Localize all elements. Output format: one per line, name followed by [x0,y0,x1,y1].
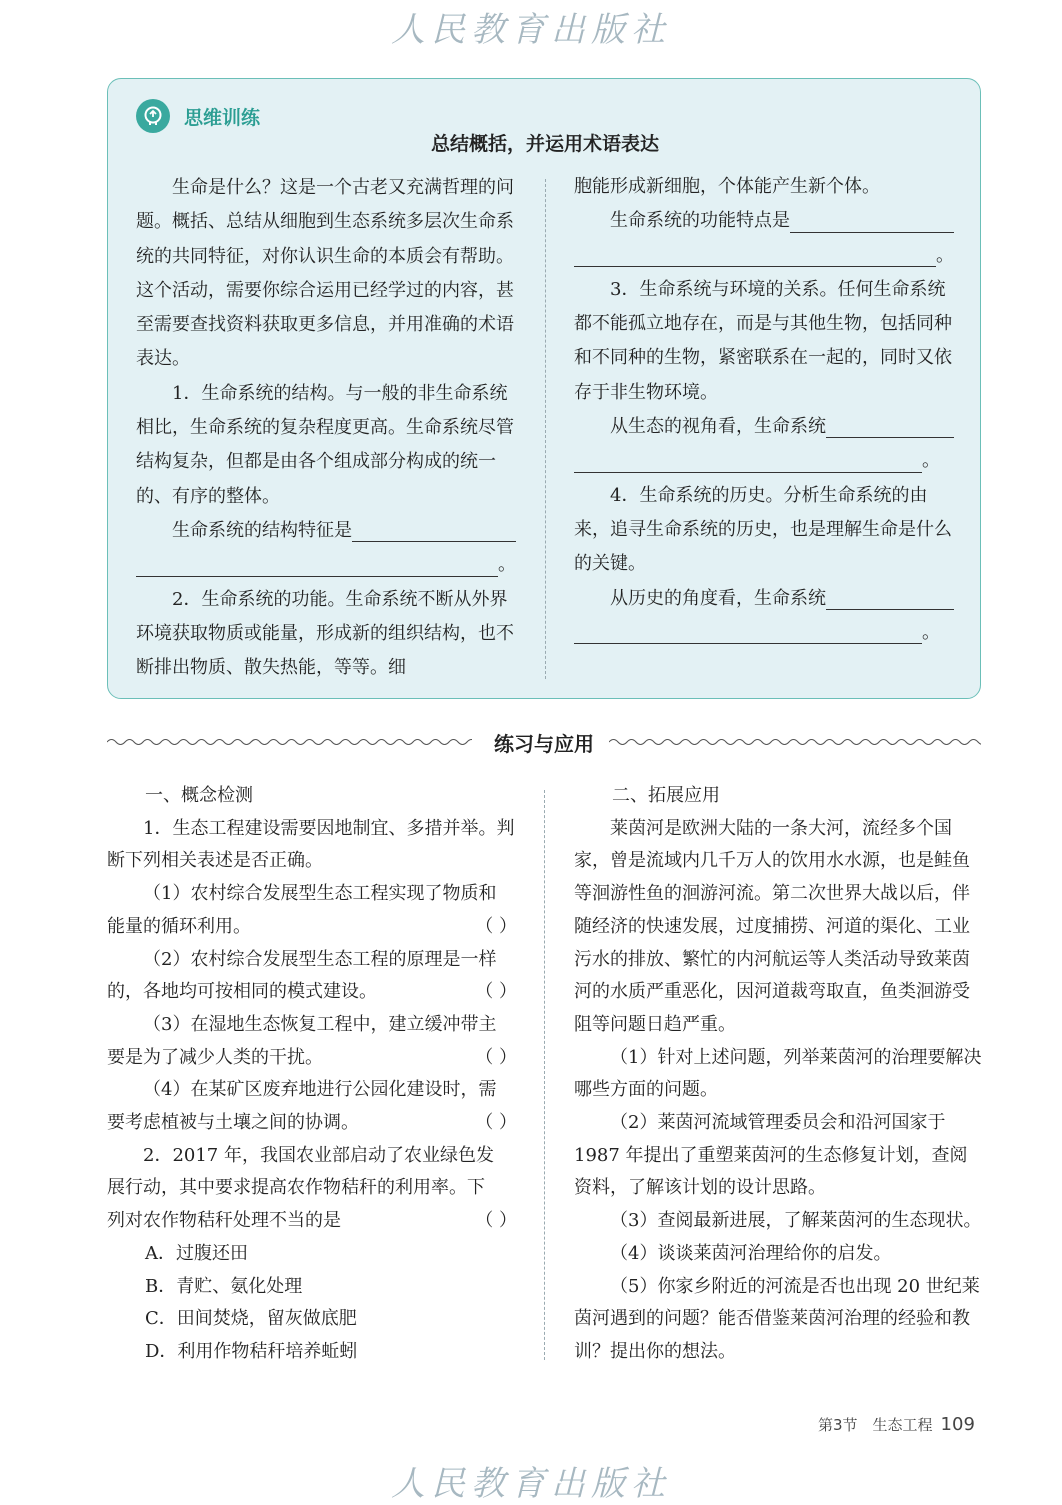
page-number: 109 [940,1414,975,1435]
thinking-right-column [574,77,954,171]
head-icon [136,99,170,133]
judge-1-text: 能量的循环利用。 [107,915,251,937]
rhine-intro: 莱茵河是欧洲大陆的一条大河，流经多个国家，曾是流域内几千万人的饮用水水源，也是鲑鱼等洄游性鱼的洄游河流。第二次世界大战以后，伴随经济的快速发展，过度捕捞、河道的渠化、工业污水的排放、繁忙的内河航运等人类活动导致莱茵河的水质严重恶化，因河道裁弯取直，鱼类洄游受阻等问题日趋严重。 [574,817,970,1035]
answer-line-3[interactable] [574,410,954,444]
question-2-line2: 展行动，其中要求提高农作物秸秆的利用率。下 [107,1177,485,1199]
concept-check-heading: 一、概念检测 [145,785,253,806]
judge-3-text: 要是为了减少人类的干扰。 [107,1046,323,1068]
exercise-title: 练习与应用 [494,732,594,756]
option-c[interactable]: C．田间焚烧，留灰做底肥 [145,1308,357,1330]
rhine-item-4: （4）谈谈莱茵河治理给你的启发。 [610,1242,892,1264]
thinking-point-2: 2．生命系统的功能。生命系统不断从外界环境获取物质或能量，形成新的组织结构，也不断排出物质、散失热能，等等。细 [136,588,514,679]
answer-bracket[interactable]: （ ） [475,1046,517,1068]
thinking-label: 思维训练 [184,107,261,129]
thinking-point-3: 3．生命系统与环境的关系。任何生命系统都不能孤立地存在，而是与其他生物，包括同种和不同种的生物，紧密联系在一起的，同时又依存于非生物环境。 [574,278,952,403]
judge-1-line2 [107,911,517,944]
prompt-4: 从历史的角度看，生命系统 [610,587,826,609]
judge-1-line1: （1）农村综合发展型生态工程实现了物质和 [143,883,497,905]
answer-line-4b[interactable] [574,616,954,650]
answer-line-2[interactable] [574,204,954,238]
answer-line-3b[interactable] [574,444,954,478]
thinking-point-1: 1．生命系统的结构。与一般的非生命系统相比，生命系统的复杂程度更高。生命系统尽管结构复杂，但都是由各个组成部分构成的统一的、有序的整体。 [136,382,514,507]
column-divider [545,179,546,679]
thinking-point-2-continued: 胞能形成新细胞，个体能产生新个体。 [574,176,880,197]
answer-line-2b[interactable] [574,239,954,273]
prompt-2: 生命系统的功能特点是 [610,210,790,232]
thinking-left-column [136,171,516,685]
option-a[interactable]: A．过腹还田 [145,1242,248,1264]
page-footer [818,1414,975,1435]
judge-3-line1: （3）在湿地生态恢复工程中，建立缓冲带主 [143,1013,497,1035]
answer-line-4[interactable] [574,582,954,616]
option-b[interactable]: B．青贮、氨化处理 [145,1275,303,1297]
question-1: 1．生态工程建设需要因地制宜、多措并举。判断下列相关表述是否正确。 [107,817,515,872]
option-d[interactable]: D．利用作物秸秆培养蚯蚓 [145,1340,358,1362]
answer-bracket[interactable]: （ ） [475,1210,517,1232]
judgement-items [107,878,517,1140]
answer-bracket[interactable]: （ ） [475,981,517,1003]
thinking-title: 总结概括，并运用术语表达 [430,133,659,155]
extended-application-heading: 二、拓展应用 [612,785,720,806]
thinking-right-column-content [574,170,954,650]
period: 。 [498,554,516,576]
exercise-column-divider [544,790,545,1360]
judge-3-line2 [107,1042,517,1075]
prompt-3: 从生态的视角看，生命系统 [610,416,826,438]
question-2-line1: 2．2017 年，我国农业部启动了农业绿色发 [143,1144,494,1166]
question-2-line3 [107,1205,517,1238]
prompt-1: 生命系统的结构特征是 [172,519,352,541]
rhine-item-3: （3）查阅最新进展，了解莱茵河的生态现状。 [610,1210,982,1232]
exercise-section-header [107,728,981,762]
answer-line-1[interactable] [136,514,516,548]
answer-bracket[interactable]: （ ） [475,1112,517,1134]
period: 。 [922,621,940,643]
judge-4-line2 [107,1107,517,1140]
judge-2-line2 [107,976,517,1009]
rhine-item-2: （2）莱茵河流域管理委员会和沿河国家于 1987 年提出了重塑莱茵河的生态修复计划，查阅资料，了解该计划的设计思路。 [574,1112,968,1199]
concept-check-column [107,780,517,1369]
answer-line-1b[interactable] [136,548,516,582]
section-name: 第3节 生态工程 [818,1416,933,1434]
judge-4-text: 要考虑植被与土壤之间的协调。 [107,1112,359,1134]
rhine-item-1: （1）针对上述问题，列举莱茵河的治理要解决哪些方面的问题。 [574,1046,982,1101]
question-2-text: 列对农作物秸秆处理不当的是 [107,1210,341,1232]
period: 。 [936,244,954,266]
answer-bracket[interactable]: （ ） [475,915,517,937]
thinking-point-4: 4．生命系统的历史。分析生命系统的由来，追寻生命系统的历史，也是理解生命是什么的关键。 [574,484,952,575]
period: 。 [922,450,940,472]
judge-2-line1: （2）农村综合发展型生态工程的原理是一样 [143,948,497,970]
publisher-watermark-top: 人民教育出版社 [391,10,671,50]
rhine-item-5: （5）你家乡附近的河流是否也出现 20 世纪莱茵河遇到的问题？能否借鉴莱茵河治理的经验和教训？提出你的想法。 [574,1275,980,1362]
thinking-intro: 生命是什么？这是一个古老又充满哲理的问题。概括、总结从细胞到生态系统多层次生命系统的共同特征，对你认识生命的本质会有帮助。这个活动，需要你综合运用已经学过的内容，甚至需要查找资料获取更多信息，并用准确的术语表达。 [136,177,514,370]
extended-application-column [574,780,984,1369]
judge-2-text: 的，各地均可按相同的模式建设。 [107,981,377,1003]
wave-divider-right [609,737,981,747]
judge-4-line1: （4）在某矿区废弃地进行公园化建设时，需 [143,1079,497,1101]
publisher-watermark-bottom: 人民教育出版社 [391,1464,671,1504]
